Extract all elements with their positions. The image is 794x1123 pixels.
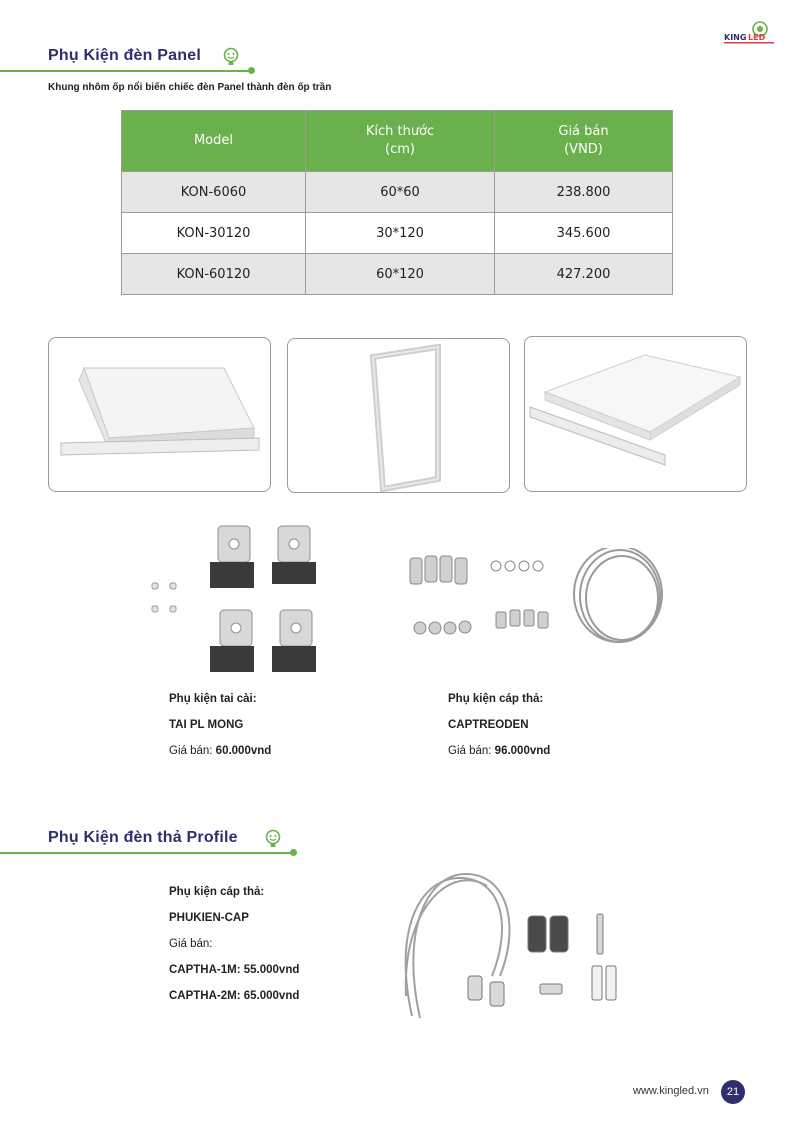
bulb-icon — [222, 47, 240, 67]
cable-accessory-price-line: Giá bán: 96.000vnd — [448, 745, 551, 757]
table-row — [122, 213, 673, 254]
clip-accessory-price: 60.000vnd — [215, 745, 272, 757]
cell-price: 427.200 — [495, 254, 673, 295]
table-header-price: Giá bán (VND) — [495, 111, 673, 172]
frame-illustration — [288, 339, 509, 492]
cable-accessory-price: 96.000vnd — [494, 745, 551, 757]
kingled-logo — [722, 20, 778, 46]
cell-model: KON-6060 — [122, 172, 306, 213]
cell-model: KON-60120 — [122, 254, 306, 295]
section-divider-dot — [290, 849, 297, 856]
panel-frame-illustration — [525, 337, 746, 491]
section-divider-dot — [248, 67, 255, 74]
cable-accessory-info — [448, 686, 550, 764]
profile-accessory-price-2m: CAPTHA-2M: 65.000vnd — [169, 990, 300, 1002]
clip-accessory-label: Phụ kiện tai cài: — [169, 693, 257, 705]
clip-accessory-image — [140, 518, 340, 680]
profile-accessory-code: PHUKIEN-CAP — [169, 912, 249, 924]
cell-size: 60*60 — [306, 172, 495, 213]
clip-accessory-code: TAI PL MONG — [169, 719, 244, 731]
product-photo-frame-tray — [48, 337, 271, 492]
table-row — [122, 254, 673, 295]
price-table — [121, 110, 673, 295]
table-header-size: Kích thước (cm) — [306, 111, 495, 172]
cell-size: 60*120 — [306, 254, 495, 295]
table-row — [122, 172, 673, 213]
clip-accessory-info — [169, 686, 271, 764]
bulb-icon — [264, 829, 282, 849]
profile-accessory-price-label: Giá bán: — [169, 938, 213, 950]
section-title-panel: Phụ Kiện đèn Panel — [48, 47, 201, 64]
profile-cable-image — [392, 866, 642, 1034]
cable-accessory-label: Phụ kiện cáp thả: — [448, 693, 544, 705]
cell-price: 238.800 — [495, 172, 673, 213]
profile-accessory-label: Phụ kiện cáp thả: — [169, 886, 265, 898]
section-subtitle: Khung nhôm ốp nổi biến chiếc đèn Panel thành đèn ốp trần — [48, 82, 332, 93]
section-divider — [0, 852, 292, 854]
product-photo-frame — [287, 338, 510, 493]
footer-website[interactable]: www.kingled.vn — [633, 1085, 709, 1097]
svg-text:LED: LED — [748, 33, 766, 42]
table-header-model: Model — [122, 111, 306, 172]
profile-accessory-info — [169, 879, 299, 1009]
cell-price: 345.600 — [495, 213, 673, 254]
section-title-profile: Phụ Kiện đèn thả Profile — [48, 829, 238, 846]
table-header-row — [122, 111, 673, 172]
product-photo-panel-frame — [524, 336, 747, 492]
cable-accessory-code: CAPTREODEN — [448, 719, 529, 731]
page-number: 21 — [721, 1080, 745, 1104]
cell-model: KON-30120 — [122, 213, 306, 254]
section-divider — [0, 70, 250, 72]
profile-accessory-price-1m: CAPTHA-1M: 55.000vnd — [169, 964, 300, 976]
svg-text:KING: KING — [724, 33, 747, 42]
cable-accessory-image — [400, 548, 668, 674]
clip-accessory-price-line: Giá bán: 60.000vnd — [169, 745, 272, 757]
frame-tray-illustration — [49, 338, 270, 491]
cell-size: 30*120 — [306, 213, 495, 254]
